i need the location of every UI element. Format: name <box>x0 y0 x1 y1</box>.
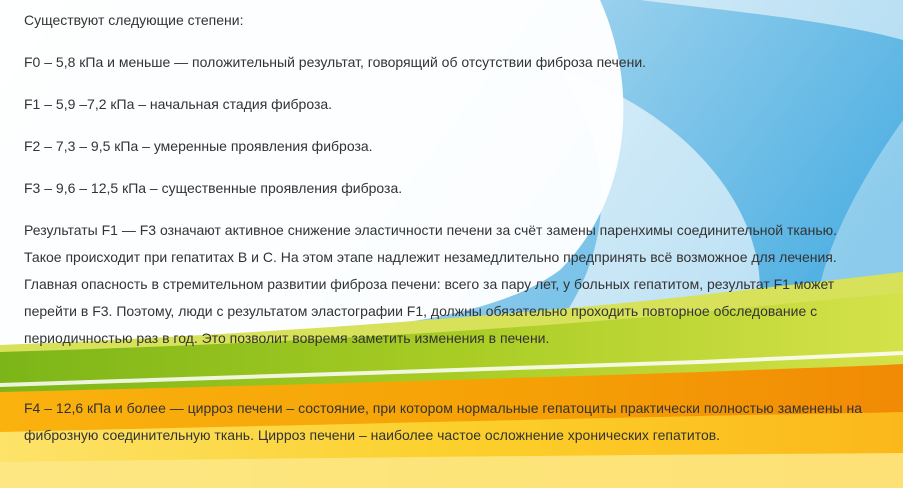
stage-f4-paragraph: F4 – 12,6 кПа и более — цирроз печени – состояние, при котором нормальные гепатоциты практически полностью заменены на фиброзную соединительную ткань. Цирроз печени – наиболее частое осложнение хронических гепатитов. <box>24 400 863 443</box>
intro-paragraph: Существуют следующие степени: <box>24 12 244 28</box>
stage-f3-paragraph: F3 – 9,6 – 12,5 кПа – существенные проявления фиброза. <box>24 180 403 196</box>
results-explanation-paragraph: Результаты F1 — F3 означают активное снижение эластичности печени за счёт замены паренхимы соединительной тканью. Такое происходит при гепатитах В и С. На этом этапе надлежит незамедлительно предпринять всё возможное для лечения. Главная опасность в стремительном развитии фиброза печени: всего за пару лет, у больных гепатитом, результат F1 может перейти в F3. Поэтому, люди с результатом эластографии F1, должны обязательно проходить повторное обследование с периодичностью раз в год. Это позволит вовремя заметить изменения в печени. <box>24 222 838 346</box>
stage-f1-paragraph: F1 – 5,9 –7,2 кПа – начальная стадия фиброза. <box>24 96 333 112</box>
stage-f0-paragraph: F0 – 5,8 кПа и меньше — положительный результат, говорящий об отсутствии фиброза печени. <box>24 54 647 70</box>
stage-f2-paragraph: F2 – 7,3 – 9,5 кПа – умеренные проявления фиброза. <box>24 138 373 154</box>
